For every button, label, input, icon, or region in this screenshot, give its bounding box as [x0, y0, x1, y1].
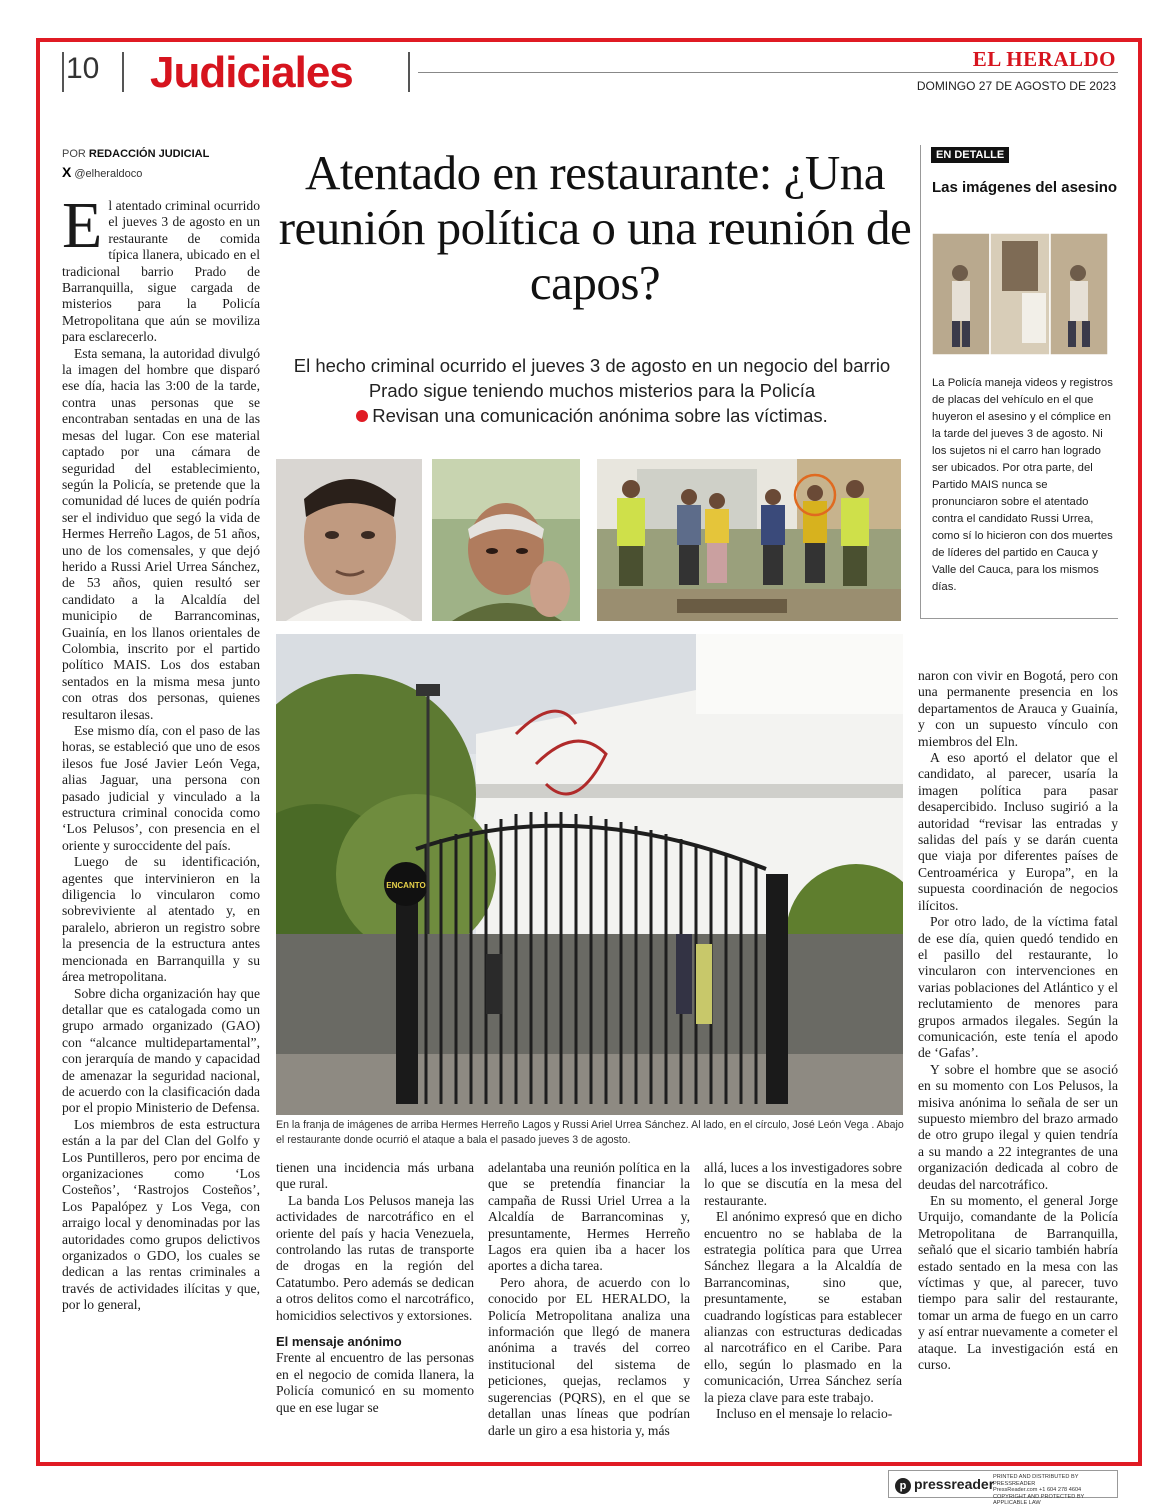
subhead-line-2: Revisan una comunicación anónima sobre las víctimas. [372, 405, 828, 426]
article-column-1 [62, 189, 260, 1314]
paragraph: Incluso en el mensaje lo relacio- [716, 1406, 893, 1422]
subheadline [272, 353, 912, 428]
subheading: El mensaje anónimo [276, 1334, 402, 1350]
paragraph: tienen una incidencia más urbana que rural. [276, 1160, 474, 1192]
paragraph: Frente al encuentro de las personas en el negocio de comida llanera, la Policía comunicó en su momento que en ese lugar se [276, 1350, 474, 1415]
paragraph: adelantaba una reunión política en la que se pretendía financiar la campaña de Russi Uriel Urrea a la Alcaldía de Barrancominas y, presuntamente, Hermes Herreño Lagos era quien iba a hacer los aportes a dicha tarea. [488, 1160, 690, 1274]
newspaper-logo: EL HERALDO [972, 47, 1116, 71]
arrest-photo [597, 459, 901, 621]
pressreader-logo [895, 1476, 994, 1494]
page-number: 10 [66, 52, 100, 85]
article-column-5 [918, 668, 1118, 1373]
paragraph: Ese mismo día, con el paso de las horas, se estableció que uno de esos ilesos fue José Javier León Vega, alias Jaguar, una persona con pasado judicial y vinculado a la estructura criminal conocida como ‘Los Pelusos’, con presencia en el oriente y suroccidente del país. [62, 723, 260, 853]
bullet-icon [356, 410, 368, 422]
paragraph: allá, luces a los investigadores sobre lo que se discutía en la mesa del restaurante. [704, 1160, 902, 1208]
sidebar-photo [932, 233, 1108, 355]
paragraph: Pero ahora, de acuerdo con lo conocido por EL HERALDO, la Policía Metropolitana analiza una información que llegó de manera anónima a través del correo institucional del sistema de peticiones, quejas, reclamos y sugerencias (PQRS), en el que se detallan unas líneas que podrían darle un giro a esa historia y, más [488, 1274, 690, 1438]
paragraph: Luego de su identificación, agentes que intervinieron en la diligencia lo vincularon como sobreviviente al atentado y, en paralelo, abrieron un registro sobre la presencia de la estructura antes mencionada en Barranquilla y su área metropolitana. [62, 854, 260, 985]
divider [62, 52, 64, 92]
paragraph: Y sobre el hombre que se asoció en su momento con Los Pelusos, la misiva anónima lo señala de ser un supuesto miembro del brazo armado de otro grupo ilegal y quien tendría a su mando a 22 integrantes de una organización dedicada al cobro de deudas del narcotráfico. [918, 1061, 1118, 1192]
pressreader-wordmark: pressreader [914, 1476, 995, 1492]
restaurant-photo [276, 634, 903, 1115]
portrait-photo-1 [276, 459, 422, 621]
fineprint-line: PRINTED AND DISTRIBUTED BY PRESSREADER [993, 1474, 1079, 1487]
article-column-4 [704, 1160, 902, 1423]
issue-date: DOMINGO 27 DE AGOSTO DE 2023 [916, 79, 1116, 93]
article-column-2 [276, 1160, 474, 1416]
fineprint-line: PressReader.com +1 604 278 4604 [993, 1487, 1082, 1494]
header-rule [418, 72, 1118, 73]
fineprint-line: COPYRIGHT AND PROTECTED BY APPLICABLE LAW [993, 1493, 1085, 1507]
paragraph: En su momento, el general Jorge Urquijo, comandante de la Policía Metropolitana de Barranquilla, señaló que el sicario también habría estado sentado en la mesa con las víctimas y que, al parecer, tuvo tiempo para salir del restaurante, tomar un arma de fuego en un carro y así entrar nuevamente a cometer el ataque. La investigación está en curso. [918, 1193, 1118, 1373]
byline-prefix: POR [62, 148, 89, 160]
pressreader-fineprint [993, 1474, 1118, 1507]
paragraph: A eso aportó el delator que el candidato, al parecer, usaría la imagen política para pasar desapercibido. Incluso sugirió a la autoridad “revisar las entradas y salidas del país y se darán cuenta que viaja por diferentes países de Centroamérica y Europa”, en la supuesta coordinación de negocios ilícitos. [918, 750, 1118, 913]
paragraph: l atentado criminal ocurrido el jueves 3 de agosto en un restaurante de comida típica llanera, ubicado en el tradicional barrio Prado de Barranquilla, sigue cargada de misterios para la Policía Metropolitana que aún se moviliza para esclarecerlo. [62, 198, 260, 345]
paragraph: Sobre dicha organización hay que detallar que es catalogada como un grupo armado organizado (GAO) con “alcance multidepartamental”, con jerarquía de mando y capacidad de amenazar la seguridad nacional, de acuerdo con la clasificación dada por el propio Ministerio de Defensa. [62, 985, 260, 1116]
portrait-photo-2 [432, 459, 580, 621]
x-icon: X [62, 164, 72, 180]
paragraph: naron con vivir en Bogotá, pero con una permanente presencia en los departamentos de Arauca y Guainía, y con un supuesto vínculo con miembros del Eln. [918, 668, 1118, 749]
divider [122, 52, 124, 92]
article-column-3 [488, 1160, 690, 1439]
paragraph: Esta semana, la autoridad divulgó la imagen del hombre que disparó ese día, hacia las 3:00 de la tarde, contra unas personas que se encontraban sentadas en una de las mesas del lugar. Con ese material captado por una cámara de seguridad del establecimiento, según la Policía, se pretende que la comunidad dé luces de quién podría ser el individuo que segó la vida de Hermes Herreño Lagos, de 51 años, uno de los comensales, y que dejó herido a Russi Ariel Urrea Sánchez, de 53 años, quien resultó ser candidato a la Alcaldía del municipio de Barrancominas, Guainía, en los llanos orientales de Colombia, inscrito por el partido político MAIS. Los dos estaban sentados en la misma mesa junto con otras dos personas, quienes resultaron ilesas. [62, 345, 260, 722]
social-handle[interactable] [62, 164, 142, 180]
pressreader-footer[interactable] [888, 1470, 1118, 1507]
paragraph: Por otro lado, de la víctima fatal de ese día, quien quedó tendido en el pasillo del restaurante, lo vincularon con intervenciones en varias poblaciones del Atlántico y el reclutamiento de menores para grupos armados ilegales. Según la comunicación, este tenía el apodo de ‘Gafas’. [918, 914, 1118, 1061]
paragraph: El anónimo expresó que en dicho encuentro no se hablaba de la estrategia política para que Urrea Sánchez llegara a la Alcaldía de Barrancominas, sino que, presuntamente, se estaban cuadrando logísticas para establecer alianzas con estructuras dedicadas al narcotráfico en el Caribe. Para ello, según lo plasmado en la comunicación, Urrea Sánchez sería la pieza clave para este trabajo. [704, 1209, 902, 1405]
sidebar-title: Las imágenes del asesino [932, 179, 1118, 196]
sidebar-text: La Policía maneja videos y registros de placas del vehículo en el que huyeron el asesino y el cómplice en la tarde del jueves 3 de agosto. Ni los sujetos ni el carro han logrado ser ubicados. Por otra parte, del Partido MAIS nunca se pronunciaron sobre el atentado contra el candidato Russi Urrea, como sí lo hicieron con dos muertes de líderes del partido en Cauca y Valle del Cauca, para los mismos días. [932, 377, 1113, 593]
sidebar-en-detalle [920, 145, 1118, 619]
divider [408, 52, 410, 92]
section-title: Judiciales [150, 48, 353, 97]
headline: Atentado en restaurante: ¿Una reunión política o una reunión de capos? [278, 145, 912, 310]
paragraph: Los miembros de esta estructura están a la par del Clan del Golfo y Los Puntilleros, pero por encima de organizaciones como ‘Los Costeños’, ‘Rastrojos Costeños’, Los Papalópez y Los Vega, con arraigo local y denominadas por las autoridades como grupos delictivos organizados o GDO, los cuales se dedican a las rentas criminales a través de actividades ilícitas y que, por lo general, [62, 1116, 260, 1313]
paragraph: La banda Los Pelusos maneja las actividades de narcotráfico en el oriente del país y hacia Venezuela, controlando las rutas de transporte de drogas en la región del Catatumbo. Pero además se dedican a otros delitos como el narcotráfico, homicidios selectivos y extorsiones. [276, 1192, 474, 1323]
sidebar-badge: EN DETALLE [931, 147, 1009, 163]
handle-text: @elheraldoco [74, 168, 143, 180]
byline-author: REDACCIÓN JUDICIAL [88, 148, 210, 160]
byline [62, 148, 209, 160]
photo-caption: En la franja de imágenes de arriba Hermes Herreño Lagos y Russi Ariel Urrea Sánchez. Al lado, en el círculo, José León Vega . Abajo el restaurante donde ocurrió el ataque a bala el pasado jueves 3 de agosto. [276, 1119, 904, 1146]
pressreader-icon: p [895, 1478, 911, 1494]
subhead-line-1: El hecho criminal ocurrido el jueves 3 de agosto en un negocio del barrio Prado sigue teniendo muchos misterios para la Policía [293, 355, 891, 401]
encanto-sign: ENCANTO [386, 881, 426, 890]
drop-cap: E [62, 189, 103, 262]
